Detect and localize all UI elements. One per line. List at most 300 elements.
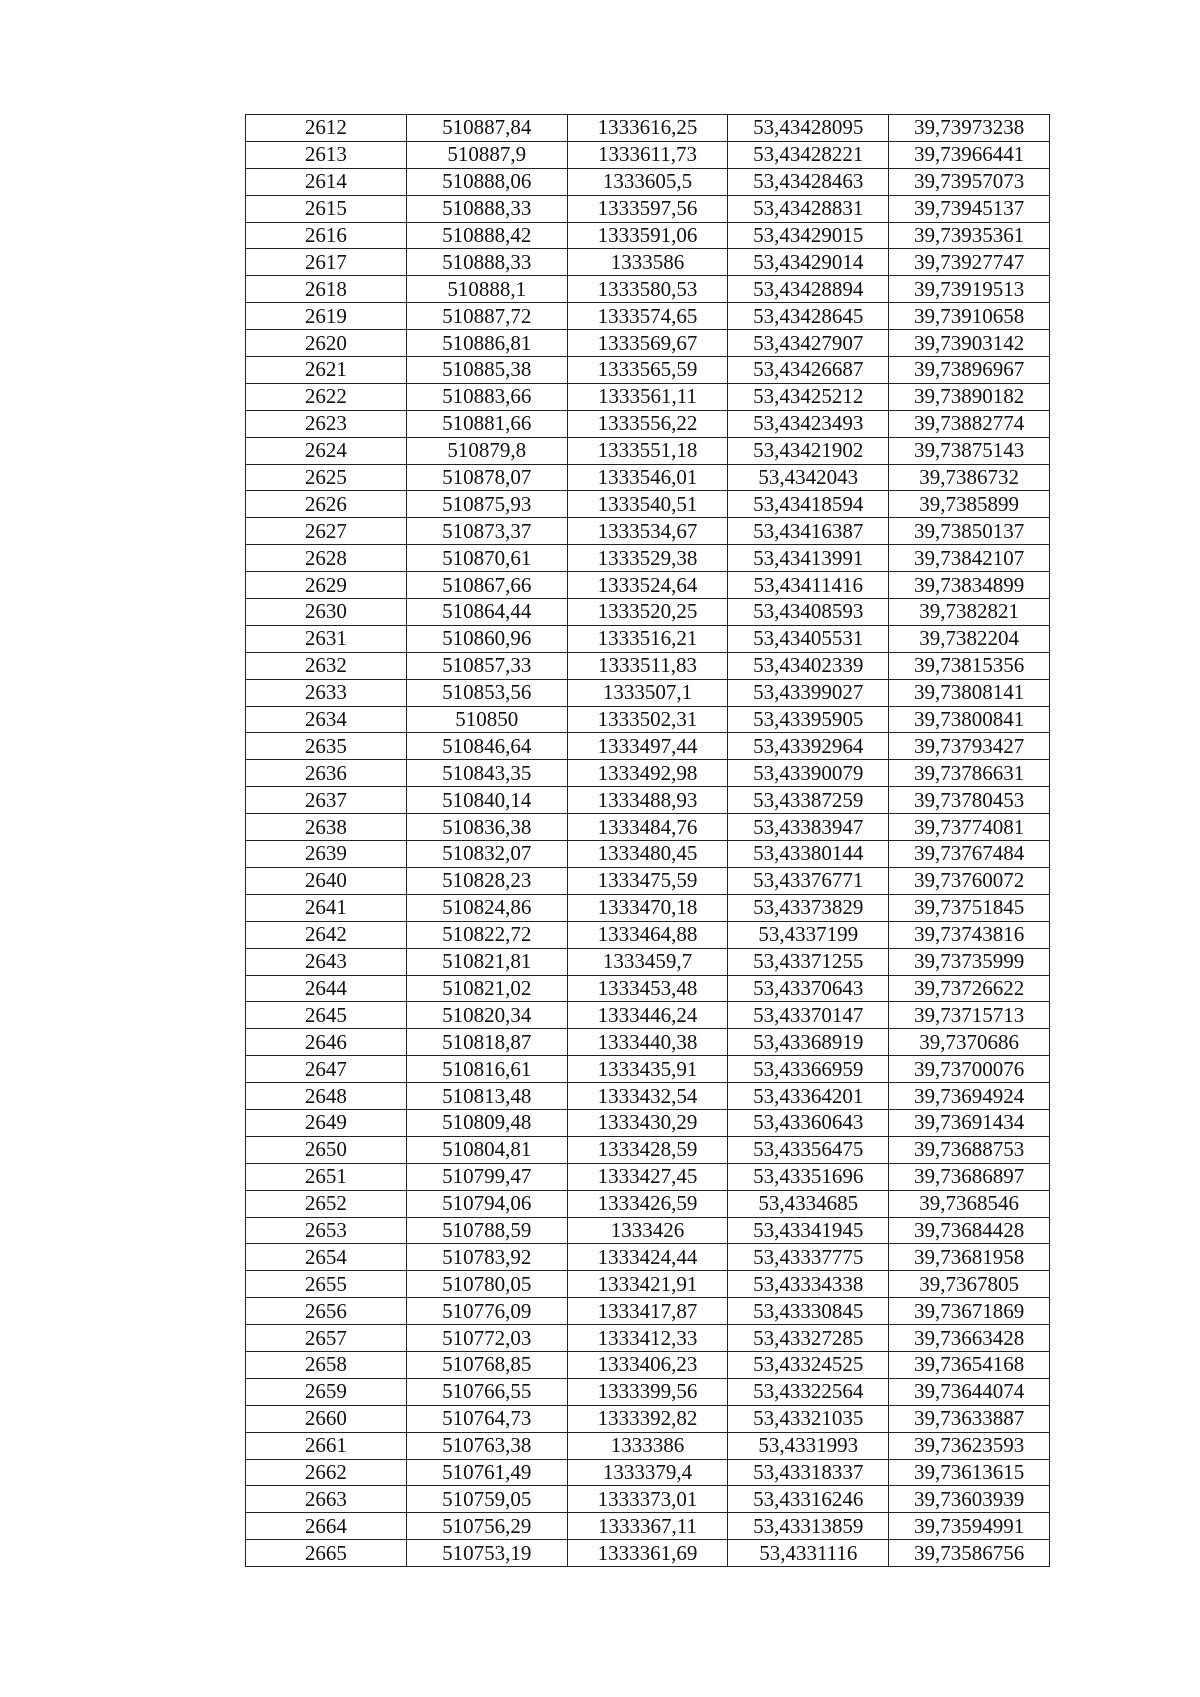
longitude-cell: 39,73890182	[889, 383, 1050, 410]
x-coordinate-cell: 510772,03	[406, 1325, 567, 1352]
y-coordinate-cell: 1333611,73	[567, 141, 728, 168]
table-row	[246, 787, 1050, 814]
longitude-cell: 39,73603939	[889, 1486, 1050, 1513]
table-row	[246, 1109, 1050, 1136]
latitude-cell: 53,43321035	[728, 1405, 889, 1432]
table-row	[246, 437, 1050, 464]
table-row	[246, 1405, 1050, 1432]
y-coordinate-cell: 1333446,24	[567, 1002, 728, 1029]
longitude-cell: 39,73767484	[889, 841, 1050, 868]
y-coordinate-cell: 1333597,56	[567, 195, 728, 222]
longitude-cell: 39,73935361	[889, 222, 1050, 249]
table-row	[246, 168, 1050, 195]
x-coordinate-cell: 510813,48	[406, 1083, 567, 1110]
y-coordinate-cell: 1333502,31	[567, 706, 728, 733]
x-coordinate-cell: 510867,66	[406, 572, 567, 599]
x-coordinate-cell: 510883,66	[406, 383, 567, 410]
latitude-cell: 53,4337199	[728, 921, 889, 948]
latitude-cell: 53,43390079	[728, 760, 889, 787]
x-coordinate-cell: 510853,56	[406, 679, 567, 706]
table-row	[246, 276, 1050, 303]
point-number-cell: 2627	[246, 518, 407, 545]
point-number-cell: 2616	[246, 222, 407, 249]
point-number-cell: 2625	[246, 464, 407, 491]
latitude-cell: 53,43383947	[728, 814, 889, 841]
x-coordinate-cell: 510821,02	[406, 975, 567, 1002]
x-coordinate-cell: 510875,93	[406, 491, 567, 518]
x-coordinate-cell: 510809,48	[406, 1109, 567, 1136]
table-row	[246, 814, 1050, 841]
latitude-cell: 53,4331993	[728, 1432, 889, 1459]
x-coordinate-cell: 510780,05	[406, 1271, 567, 1298]
y-coordinate-cell: 1333569,67	[567, 330, 728, 357]
coordinates-table	[245, 114, 1050, 1567]
y-coordinate-cell: 1333428,59	[567, 1136, 728, 1163]
x-coordinate-cell: 510887,72	[406, 303, 567, 330]
table-row	[246, 330, 1050, 357]
table-row	[246, 1083, 1050, 1110]
latitude-cell: 53,43429015	[728, 222, 889, 249]
longitude-cell: 39,73875143	[889, 437, 1050, 464]
point-number-cell: 2615	[246, 195, 407, 222]
point-number-cell: 2661	[246, 1432, 407, 1459]
point-number-cell: 2653	[246, 1217, 407, 1244]
table-row	[246, 1325, 1050, 1352]
y-coordinate-cell: 1333480,45	[567, 841, 728, 868]
y-coordinate-cell: 1333551,18	[567, 437, 728, 464]
latitude-cell: 53,43368919	[728, 1029, 889, 1056]
point-number-cell: 2645	[246, 1002, 407, 1029]
point-number-cell: 2632	[246, 652, 407, 679]
x-coordinate-cell: 510768,85	[406, 1351, 567, 1378]
table-row	[246, 115, 1050, 142]
x-coordinate-cell: 510879,8	[406, 437, 567, 464]
longitude-cell: 39,73681958	[889, 1244, 1050, 1271]
point-number-cell: 2633	[246, 679, 407, 706]
longitude-cell: 39,73751845	[889, 894, 1050, 921]
x-coordinate-cell: 510824,86	[406, 894, 567, 921]
longitude-cell: 39,73633887	[889, 1405, 1050, 1432]
point-number-cell: 2656	[246, 1298, 407, 1325]
y-coordinate-cell: 1333484,76	[567, 814, 728, 841]
table-row	[246, 625, 1050, 652]
table-row	[246, 1217, 1050, 1244]
latitude-cell: 53,43318337	[728, 1459, 889, 1486]
x-coordinate-cell: 510888,1	[406, 276, 567, 303]
latitude-cell: 53,43387259	[728, 787, 889, 814]
point-number-cell: 2637	[246, 787, 407, 814]
x-coordinate-cell: 510756,29	[406, 1513, 567, 1540]
x-coordinate-cell: 510887,9	[406, 141, 567, 168]
point-number-cell: 2655	[246, 1271, 407, 1298]
table-row	[246, 357, 1050, 384]
y-coordinate-cell: 1333470,18	[567, 894, 728, 921]
table-row	[246, 572, 1050, 599]
longitude-cell: 39,73966441	[889, 141, 1050, 168]
longitude-cell: 39,73726622	[889, 975, 1050, 1002]
point-number-cell: 2626	[246, 491, 407, 518]
y-coordinate-cell: 1333561,11	[567, 383, 728, 410]
coordinates-table-body	[246, 115, 1050, 1567]
point-number-cell: 2622	[246, 383, 407, 410]
x-coordinate-cell: 510881,66	[406, 410, 567, 437]
y-coordinate-cell: 1333616,25	[567, 115, 728, 142]
point-number-cell: 2642	[246, 921, 407, 948]
longitude-cell: 39,7382204	[889, 625, 1050, 652]
x-coordinate-cell: 510870,61	[406, 545, 567, 572]
point-number-cell: 2630	[246, 599, 407, 626]
latitude-cell: 53,43351696	[728, 1163, 889, 1190]
y-coordinate-cell: 1333386	[567, 1432, 728, 1459]
point-number-cell: 2654	[246, 1244, 407, 1271]
point-number-cell: 2660	[246, 1405, 407, 1432]
y-coordinate-cell: 1333586	[567, 249, 728, 276]
longitude-cell: 39,73786631	[889, 760, 1050, 787]
point-number-cell: 2628	[246, 545, 407, 572]
longitude-cell: 39,73644074	[889, 1378, 1050, 1405]
x-coordinate-cell: 510885,38	[406, 357, 567, 384]
latitude-cell: 53,43421902	[728, 437, 889, 464]
x-coordinate-cell: 510794,06	[406, 1190, 567, 1217]
latitude-cell: 53,43428894	[728, 276, 889, 303]
longitude-cell: 39,73774081	[889, 814, 1050, 841]
longitude-cell: 39,73684428	[889, 1217, 1050, 1244]
point-number-cell: 2657	[246, 1325, 407, 1352]
longitude-cell: 39,73735999	[889, 948, 1050, 975]
longitude-cell: 39,7385899	[889, 491, 1050, 518]
table-row	[246, 706, 1050, 733]
longitude-cell: 39,73793427	[889, 733, 1050, 760]
x-coordinate-cell: 510888,06	[406, 168, 567, 195]
point-number-cell: 2646	[246, 1029, 407, 1056]
longitude-cell: 39,73743816	[889, 921, 1050, 948]
latitude-cell: 53,43395905	[728, 706, 889, 733]
y-coordinate-cell: 1333399,56	[567, 1378, 728, 1405]
y-coordinate-cell: 1333432,54	[567, 1083, 728, 1110]
longitude-cell: 39,73945137	[889, 195, 1050, 222]
latitude-cell: 53,43364201	[728, 1083, 889, 1110]
x-coordinate-cell: 510840,14	[406, 787, 567, 814]
x-coordinate-cell: 510857,33	[406, 652, 567, 679]
y-coordinate-cell: 1333492,98	[567, 760, 728, 787]
y-coordinate-cell: 1333435,91	[567, 1056, 728, 1083]
longitude-cell: 39,73957073	[889, 168, 1050, 195]
longitude-cell: 39,73910658	[889, 303, 1050, 330]
longitude-cell: 39,73842107	[889, 545, 1050, 572]
y-coordinate-cell: 1333373,01	[567, 1486, 728, 1513]
y-coordinate-cell: 1333497,44	[567, 733, 728, 760]
longitude-cell: 39,73671869	[889, 1298, 1050, 1325]
x-coordinate-cell: 510818,87	[406, 1029, 567, 1056]
latitude-cell: 53,43426687	[728, 357, 889, 384]
x-coordinate-cell: 510766,55	[406, 1378, 567, 1405]
table-row	[246, 410, 1050, 437]
point-number-cell: 2644	[246, 975, 407, 1002]
latitude-cell: 53,43380144	[728, 841, 889, 868]
point-number-cell: 2620	[246, 330, 407, 357]
longitude-cell: 39,73903142	[889, 330, 1050, 357]
point-number-cell: 2613	[246, 141, 407, 168]
point-number-cell: 2663	[246, 1486, 407, 1513]
longitude-cell: 39,73691434	[889, 1109, 1050, 1136]
point-number-cell: 2617	[246, 249, 407, 276]
latitude-cell: 53,43370643	[728, 975, 889, 1002]
y-coordinate-cell: 1333520,25	[567, 599, 728, 626]
x-coordinate-cell: 510764,73	[406, 1405, 567, 1432]
latitude-cell: 53,4331116	[728, 1540, 889, 1567]
point-number-cell: 2631	[246, 625, 407, 652]
table-row	[246, 195, 1050, 222]
point-number-cell: 2621	[246, 357, 407, 384]
x-coordinate-cell: 510776,09	[406, 1298, 567, 1325]
y-coordinate-cell: 1333459,7	[567, 948, 728, 975]
latitude-cell: 53,43371255	[728, 948, 889, 975]
y-coordinate-cell: 1333516,21	[567, 625, 728, 652]
point-number-cell: 2649	[246, 1109, 407, 1136]
y-coordinate-cell: 1333367,11	[567, 1513, 728, 1540]
longitude-cell: 39,7368546	[889, 1190, 1050, 1217]
longitude-cell: 39,73663428	[889, 1325, 1050, 1352]
y-coordinate-cell: 1333540,51	[567, 491, 728, 518]
latitude-cell: 53,4334685	[728, 1190, 889, 1217]
table-row	[246, 760, 1050, 787]
y-coordinate-cell: 1333507,1	[567, 679, 728, 706]
point-number-cell: 2635	[246, 733, 407, 760]
latitude-cell: 53,43324525	[728, 1351, 889, 1378]
latitude-cell: 53,43313859	[728, 1513, 889, 1540]
table-row	[246, 921, 1050, 948]
point-number-cell: 2662	[246, 1459, 407, 1486]
latitude-cell: 53,43429014	[728, 249, 889, 276]
x-coordinate-cell: 510799,47	[406, 1163, 567, 1190]
point-number-cell: 2614	[246, 168, 407, 195]
latitude-cell: 53,43322564	[728, 1378, 889, 1405]
table-row	[246, 599, 1050, 626]
latitude-cell: 53,43370147	[728, 1002, 889, 1029]
longitude-cell: 39,7386732	[889, 464, 1050, 491]
y-coordinate-cell: 1333453,48	[567, 975, 728, 1002]
longitude-cell: 39,73654168	[889, 1351, 1050, 1378]
x-coordinate-cell: 510888,33	[406, 195, 567, 222]
point-number-cell: 2624	[246, 437, 407, 464]
table-row	[246, 545, 1050, 572]
latitude-cell: 53,43316246	[728, 1486, 889, 1513]
table-row	[246, 841, 1050, 868]
longitude-cell: 39,73815356	[889, 652, 1050, 679]
point-number-cell: 2643	[246, 948, 407, 975]
x-coordinate-cell: 510843,35	[406, 760, 567, 787]
table-row	[246, 1513, 1050, 1540]
point-number-cell: 2618	[246, 276, 407, 303]
table-row	[246, 652, 1050, 679]
table-row	[246, 303, 1050, 330]
table-row	[246, 1244, 1050, 1271]
latitude-cell: 53,43423493	[728, 410, 889, 437]
latitude-cell: 53,43366959	[728, 1056, 889, 1083]
point-number-cell: 2648	[246, 1083, 407, 1110]
longitude-cell: 39,73973238	[889, 115, 1050, 142]
x-coordinate-cell: 510878,07	[406, 464, 567, 491]
x-coordinate-cell: 510864,44	[406, 599, 567, 626]
latitude-cell: 53,43405531	[728, 625, 889, 652]
table-row	[246, 141, 1050, 168]
longitude-cell: 39,7367805	[889, 1271, 1050, 1298]
table-row	[246, 491, 1050, 518]
latitude-cell: 53,43428831	[728, 195, 889, 222]
latitude-cell: 53,43408593	[728, 599, 889, 626]
point-number-cell: 2658	[246, 1351, 407, 1378]
y-coordinate-cell: 1333529,38	[567, 545, 728, 572]
table-row	[246, 1002, 1050, 1029]
x-coordinate-cell: 510828,23	[406, 867, 567, 894]
x-coordinate-cell: 510753,19	[406, 1540, 567, 1567]
y-coordinate-cell: 1333605,5	[567, 168, 728, 195]
latitude-cell: 53,43428645	[728, 303, 889, 330]
latitude-cell: 53,43399027	[728, 679, 889, 706]
point-number-cell: 2659	[246, 1378, 407, 1405]
x-coordinate-cell: 510832,07	[406, 841, 567, 868]
x-coordinate-cell: 510761,49	[406, 1459, 567, 1486]
point-number-cell: 2612	[246, 115, 407, 142]
latitude-cell: 53,43428463	[728, 168, 889, 195]
longitude-cell: 39,73715713	[889, 1002, 1050, 1029]
latitude-cell: 53,43402339	[728, 652, 889, 679]
y-coordinate-cell: 1333426	[567, 1217, 728, 1244]
longitude-cell: 39,73800841	[889, 706, 1050, 733]
table-row	[246, 1271, 1050, 1298]
y-coordinate-cell: 1333488,93	[567, 787, 728, 814]
longitude-cell: 39,73882774	[889, 410, 1050, 437]
y-coordinate-cell: 1333392,82	[567, 1405, 728, 1432]
y-coordinate-cell: 1333421,91	[567, 1271, 728, 1298]
longitude-cell: 39,73927747	[889, 249, 1050, 276]
table-row	[246, 1459, 1050, 1486]
longitude-cell: 39,73623593	[889, 1432, 1050, 1459]
x-coordinate-cell: 510763,38	[406, 1432, 567, 1459]
longitude-cell: 39,73780453	[889, 787, 1050, 814]
longitude-cell: 39,73694924	[889, 1083, 1050, 1110]
latitude-cell: 53,43418594	[728, 491, 889, 518]
y-coordinate-cell: 1333379,4	[567, 1459, 728, 1486]
y-coordinate-cell: 1333534,67	[567, 518, 728, 545]
latitude-cell: 53,43425212	[728, 383, 889, 410]
y-coordinate-cell: 1333546,01	[567, 464, 728, 491]
x-coordinate-cell: 510759,05	[406, 1486, 567, 1513]
table-row	[246, 383, 1050, 410]
x-coordinate-cell: 510888,33	[406, 249, 567, 276]
latitude-cell: 53,43360643	[728, 1109, 889, 1136]
x-coordinate-cell: 510822,72	[406, 921, 567, 948]
latitude-cell: 53,43337775	[728, 1244, 889, 1271]
table-row	[246, 1056, 1050, 1083]
point-number-cell: 2650	[246, 1136, 407, 1163]
y-coordinate-cell: 1333524,64	[567, 572, 728, 599]
x-coordinate-cell: 510783,92	[406, 1244, 567, 1271]
table-row	[246, 464, 1050, 491]
point-number-cell: 2638	[246, 814, 407, 841]
latitude-cell: 53,43428095	[728, 115, 889, 142]
table-row	[246, 1432, 1050, 1459]
latitude-cell: 53,43411416	[728, 572, 889, 599]
latitude-cell: 53,43416387	[728, 518, 889, 545]
longitude-cell: 39,73834899	[889, 572, 1050, 599]
y-coordinate-cell: 1333574,65	[567, 303, 728, 330]
y-coordinate-cell: 1333361,69	[567, 1540, 728, 1567]
longitude-cell: 39,73896967	[889, 357, 1050, 384]
point-number-cell: 2651	[246, 1163, 407, 1190]
table-row	[246, 1163, 1050, 1190]
table-row	[246, 249, 1050, 276]
table-row	[246, 975, 1050, 1002]
x-coordinate-cell: 510887,84	[406, 115, 567, 142]
longitude-cell: 39,7370686	[889, 1029, 1050, 1056]
x-coordinate-cell: 510788,59	[406, 1217, 567, 1244]
longitude-cell: 39,73760072	[889, 867, 1050, 894]
table-row	[246, 679, 1050, 706]
table-row	[246, 1136, 1050, 1163]
x-coordinate-cell: 510850	[406, 706, 567, 733]
latitude-cell: 53,43427907	[728, 330, 889, 357]
longitude-cell: 39,73688753	[889, 1136, 1050, 1163]
latitude-cell: 53,43413991	[728, 545, 889, 572]
x-coordinate-cell: 510821,81	[406, 948, 567, 975]
table-row	[246, 1190, 1050, 1217]
y-coordinate-cell: 1333426,59	[567, 1190, 728, 1217]
latitude-cell: 53,43373829	[728, 894, 889, 921]
point-number-cell: 2652	[246, 1190, 407, 1217]
latitude-cell: 53,4342043	[728, 464, 889, 491]
point-number-cell: 2629	[246, 572, 407, 599]
point-number-cell: 2634	[246, 706, 407, 733]
latitude-cell: 53,43356475	[728, 1136, 889, 1163]
latitude-cell: 53,43334338	[728, 1271, 889, 1298]
y-coordinate-cell: 1333406,23	[567, 1351, 728, 1378]
y-coordinate-cell: 1333424,44	[567, 1244, 728, 1271]
table-row	[246, 1029, 1050, 1056]
x-coordinate-cell: 510886,81	[406, 330, 567, 357]
longitude-cell: 39,73586756	[889, 1540, 1050, 1567]
table-row	[246, 894, 1050, 921]
y-coordinate-cell: 1333591,06	[567, 222, 728, 249]
longitude-cell: 39,73919513	[889, 276, 1050, 303]
latitude-cell: 53,43428221	[728, 141, 889, 168]
longitude-cell: 39,73686897	[889, 1163, 1050, 1190]
y-coordinate-cell: 1333511,83	[567, 652, 728, 679]
x-coordinate-cell: 510873,37	[406, 518, 567, 545]
table-row	[246, 1540, 1050, 1567]
point-number-cell: 2640	[246, 867, 407, 894]
point-number-cell: 2665	[246, 1540, 407, 1567]
latitude-cell: 53,43330845	[728, 1298, 889, 1325]
latitude-cell: 53,43392964	[728, 733, 889, 760]
y-coordinate-cell: 1333412,33	[567, 1325, 728, 1352]
point-number-cell: 2641	[246, 894, 407, 921]
latitude-cell: 53,43376771	[728, 867, 889, 894]
x-coordinate-cell: 510860,96	[406, 625, 567, 652]
y-coordinate-cell: 1333427,45	[567, 1163, 728, 1190]
longitude-cell: 39,73594991	[889, 1513, 1050, 1540]
x-coordinate-cell: 510888,42	[406, 222, 567, 249]
x-coordinate-cell: 510816,61	[406, 1056, 567, 1083]
table-row	[246, 948, 1050, 975]
x-coordinate-cell: 510836,38	[406, 814, 567, 841]
table-row	[246, 1351, 1050, 1378]
longitude-cell: 39,7382821	[889, 599, 1050, 626]
y-coordinate-cell: 1333580,53	[567, 276, 728, 303]
longitude-cell: 39,73850137	[889, 518, 1050, 545]
longitude-cell: 39,73700076	[889, 1056, 1050, 1083]
x-coordinate-cell: 510846,64	[406, 733, 567, 760]
